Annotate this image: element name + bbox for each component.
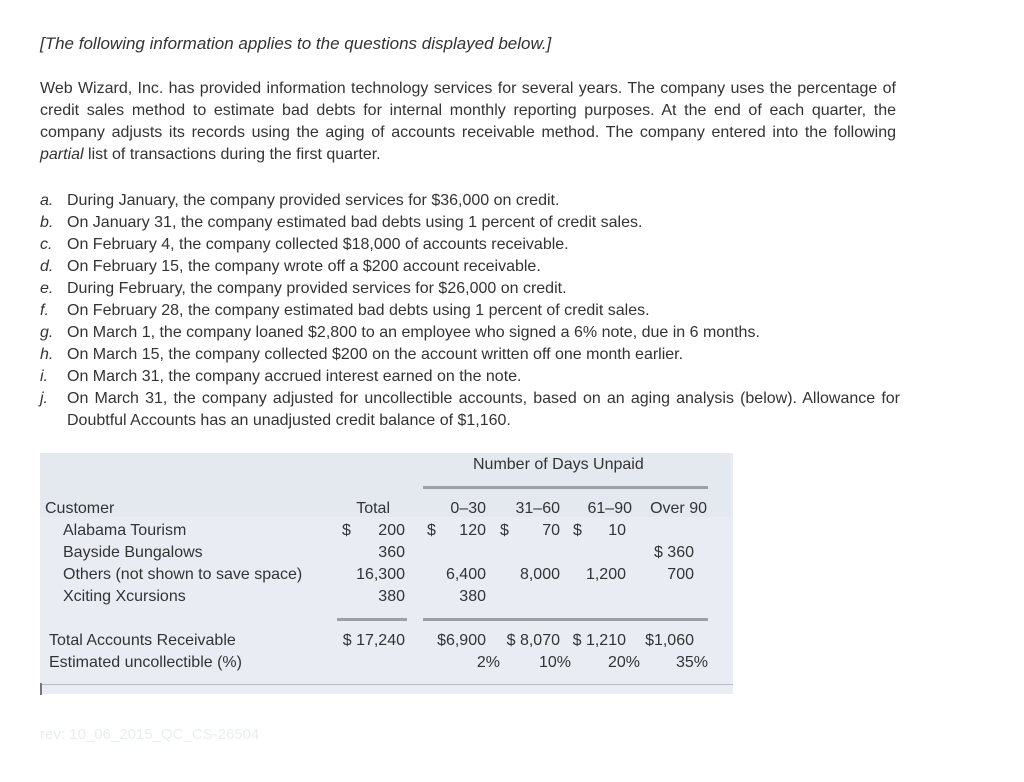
item-text: On March 1, the company loaned $2,800 to an employee who signed a 6% note, due in 6 months. xyxy=(67,324,760,341)
list-item xyxy=(40,256,900,278)
pct-61-90: 20% xyxy=(607,654,640,671)
total-value: 380 xyxy=(378,588,405,605)
description-text-end: list of transactions during the first quarter. xyxy=(83,146,381,163)
item-text: On March 15, the company collected $200 on the account written off one month earlier. xyxy=(67,346,684,363)
item-letter: h. xyxy=(40,346,54,363)
total-31-60: $ 8,070 xyxy=(506,632,560,649)
customer-name: Alabama Tourism xyxy=(63,522,187,539)
col-header-over-90: Over 90 xyxy=(650,500,707,517)
item-text: On February 15, the company wrote off a $200 account receivable. xyxy=(67,258,541,275)
description-text: Web Wizard, Inc. has provided information technology services for several years. The company uses the percentage of credit sales method to estimate bad debts for internal monthly reporting purposes. At the end of each quarter, the company adjusts its records using the aging of accounts receivable method. The company entered into the following xyxy=(40,80,896,141)
value-61-90: 10 xyxy=(608,522,626,539)
table-corner-tick xyxy=(40,683,42,695)
item-text: On February 28, the company estimated bad debts using 1 percent of credit sales. xyxy=(67,302,650,319)
list-item xyxy=(40,234,900,256)
value-over-90: 700 xyxy=(667,566,694,583)
header-rule xyxy=(423,486,708,489)
total-ar-value: $ 17,240 xyxy=(342,632,405,649)
total-value: 200 xyxy=(378,522,405,539)
total-rule xyxy=(337,618,407,621)
value-0-30: 380 xyxy=(459,588,486,605)
list-item xyxy=(40,344,900,366)
list-item xyxy=(40,278,900,300)
item-letter: a. xyxy=(40,192,54,209)
list-item xyxy=(40,388,900,432)
value-31-60: 70 xyxy=(542,522,560,539)
customer-name: Bayside Bungalows xyxy=(63,544,203,561)
item-text: During January, the company provided services for $36,000 on credit. xyxy=(67,192,560,209)
value-over-90: $ 360 xyxy=(653,544,694,561)
item-letter: e. xyxy=(40,280,54,297)
item-text: On March 31, the company adjusted for uncollectible accounts, based on an aging analysis (below). Allowance for Doubtful Accounts has an unadjusted credit balance of $1,160. xyxy=(67,390,900,429)
list-item xyxy=(40,322,900,344)
item-letter: i. xyxy=(40,368,48,385)
item-letter: c. xyxy=(40,236,53,253)
revision-stamp: rev: 10_06_2015_QC_CS-26504 xyxy=(40,726,260,743)
total-rule xyxy=(423,618,708,621)
value-0-30: 120 xyxy=(459,522,486,539)
group-header: Number of Days Unpaid xyxy=(473,456,644,473)
list-item xyxy=(40,366,900,388)
currency-symbol: $ xyxy=(427,522,436,539)
total-value: 16,300 xyxy=(356,566,405,583)
description-emphasis: partial xyxy=(40,146,84,163)
pct-label: Estimated uncollectible (%) xyxy=(49,654,242,671)
currency-symbol: $ xyxy=(573,522,582,539)
col-header-31-60: 31–60 xyxy=(515,500,560,517)
item-letter: b. xyxy=(40,214,54,231)
total-value: 360 xyxy=(378,544,405,561)
item-letter: f. xyxy=(40,302,49,319)
pct-over-90: 35% xyxy=(675,654,708,671)
customer-name: Xciting Xcursions xyxy=(63,588,186,605)
pct-31-60: 10% xyxy=(538,654,571,671)
col-header-total: Total xyxy=(356,500,390,517)
list-item xyxy=(40,190,900,212)
item-text: On February 4, the company collected $18,000 of accounts receivable. xyxy=(67,236,569,253)
list-item xyxy=(40,212,900,234)
aging-table xyxy=(40,453,733,694)
col-header-customer: Customer xyxy=(45,500,115,517)
item-letter: g. xyxy=(40,324,54,341)
col-header-0-30: 0–30 xyxy=(450,500,486,517)
item-letter: j. xyxy=(40,390,48,407)
list-item xyxy=(40,300,900,322)
transaction-list xyxy=(40,190,900,432)
value-31-60: 8,000 xyxy=(519,566,560,583)
item-text: On January 31, the company estimated bad debts using 1 percent of credit sales. xyxy=(67,214,643,231)
item-text: On March 31, the company accrued interest earned on the note. xyxy=(67,368,522,385)
currency-symbol: $ xyxy=(500,522,509,539)
item-text: During February, the company provided services for $26,000 on credit. xyxy=(67,280,567,297)
total-0-30: $6,900 xyxy=(437,632,486,649)
value-0-30: 6,400 xyxy=(445,566,486,583)
customer-name: Others (not shown to save space) xyxy=(63,566,303,583)
total-label: Total Accounts Receivable xyxy=(49,632,236,649)
item-letter: d. xyxy=(40,258,54,275)
table-bottom-line xyxy=(40,684,733,685)
pct-0-30: 2% xyxy=(476,654,500,671)
total-61-90: $ 1,210 xyxy=(572,632,626,649)
currency-symbol: $ xyxy=(342,522,351,539)
problem-description xyxy=(40,78,896,166)
col-header-61-90: 61–90 xyxy=(587,500,632,517)
value-61-90: 1,200 xyxy=(585,566,626,583)
total-over-90: $1,060 xyxy=(645,632,694,649)
intro-note: [The following information applies to the questions displayed below.] xyxy=(40,34,552,53)
